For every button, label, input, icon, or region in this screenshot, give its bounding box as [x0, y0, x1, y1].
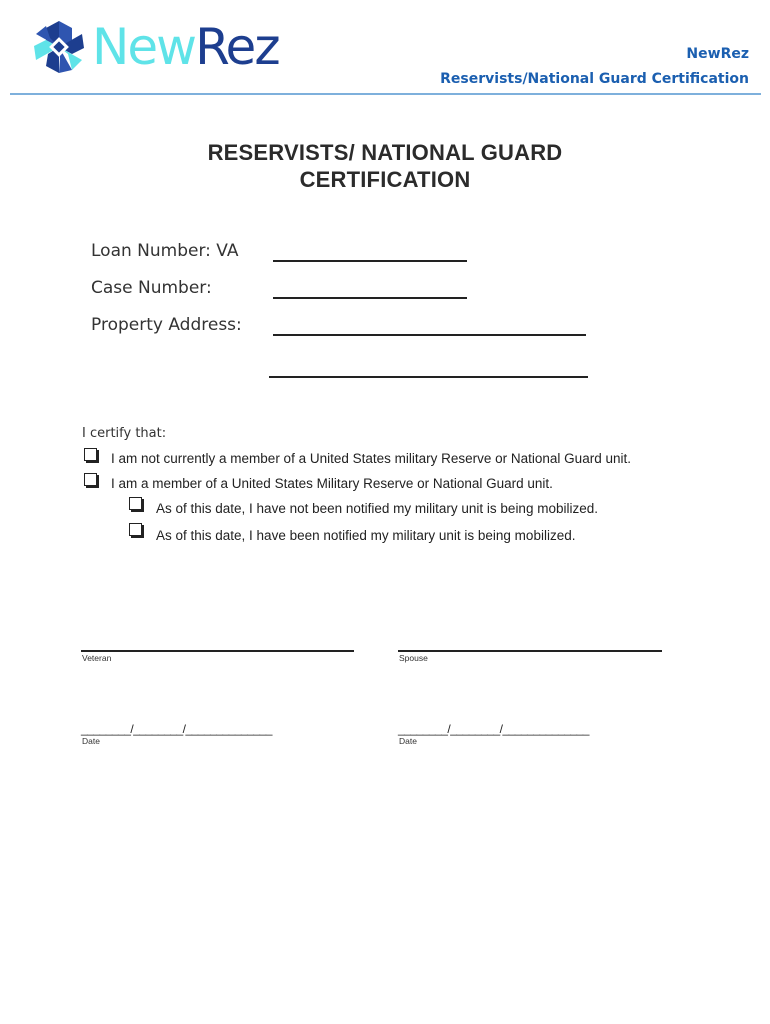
- logo-new-text: New: [92, 18, 196, 76]
- spouse-caption: Spouse: [399, 653, 428, 663]
- notified-label: As of this date, I have been notified my military unit is being mobilized.: [156, 528, 576, 543]
- case-number-label: Case Number:: [91, 278, 212, 298]
- logo-rez-text: Rez: [195, 18, 279, 76]
- property-address-label: Property Address:: [91, 315, 242, 335]
- not-member-checkbox[interactable]: [84, 448, 97, 461]
- not-member-label: I am not currently a member of a United States military Reserve or National Guard unit.: [111, 451, 631, 466]
- not-notified-label: As of this date, I have not been notified my military unit is being mobilized.: [156, 501, 598, 516]
- veteran-caption: Veteran: [82, 653, 112, 663]
- spouse-date-field[interactable]: ________/________/______________: [398, 722, 589, 736]
- member-checkbox[interactable]: [84, 473, 97, 486]
- page-title-line1: RESERVISTS/ NATIONAL GUARD: [207, 140, 563, 165]
- newrez-logo-icon: [30, 18, 88, 76]
- spouse-date-caption: Date: [399, 736, 417, 746]
- case-number-field[interactable]: [273, 297, 467, 299]
- spouse-signature-line[interactable]: [398, 650, 662, 652]
- property-address-field-line1[interactable]: [273, 334, 586, 336]
- newrez-logo-wordmark: [92, 14, 279, 80]
- veteran-date-field[interactable]: ________/________/______________: [81, 722, 272, 736]
- notified-checkbox[interactable]: [129, 523, 142, 536]
- page-title-line2: CERTIFICATION: [299, 167, 471, 192]
- loan-number-field[interactable]: [273, 260, 467, 262]
- header-divider: [10, 93, 761, 95]
- veteran-signature-line[interactable]: [81, 650, 354, 652]
- header-subtitle: Reservists/National Guard Certification: [440, 71, 749, 87]
- loan-number-label: Loan Number: VA: [91, 241, 239, 261]
- not-notified-checkbox[interactable]: [129, 497, 142, 510]
- veteran-date-caption: Date: [82, 736, 100, 746]
- header-brand: NewRez: [686, 46, 749, 62]
- certify-intro: I certify that:: [82, 426, 167, 441]
- member-label: I am a member of a United States Military Reserve or National Guard unit.: [111, 476, 553, 491]
- property-address-field-line2[interactable]: [269, 376, 588, 378]
